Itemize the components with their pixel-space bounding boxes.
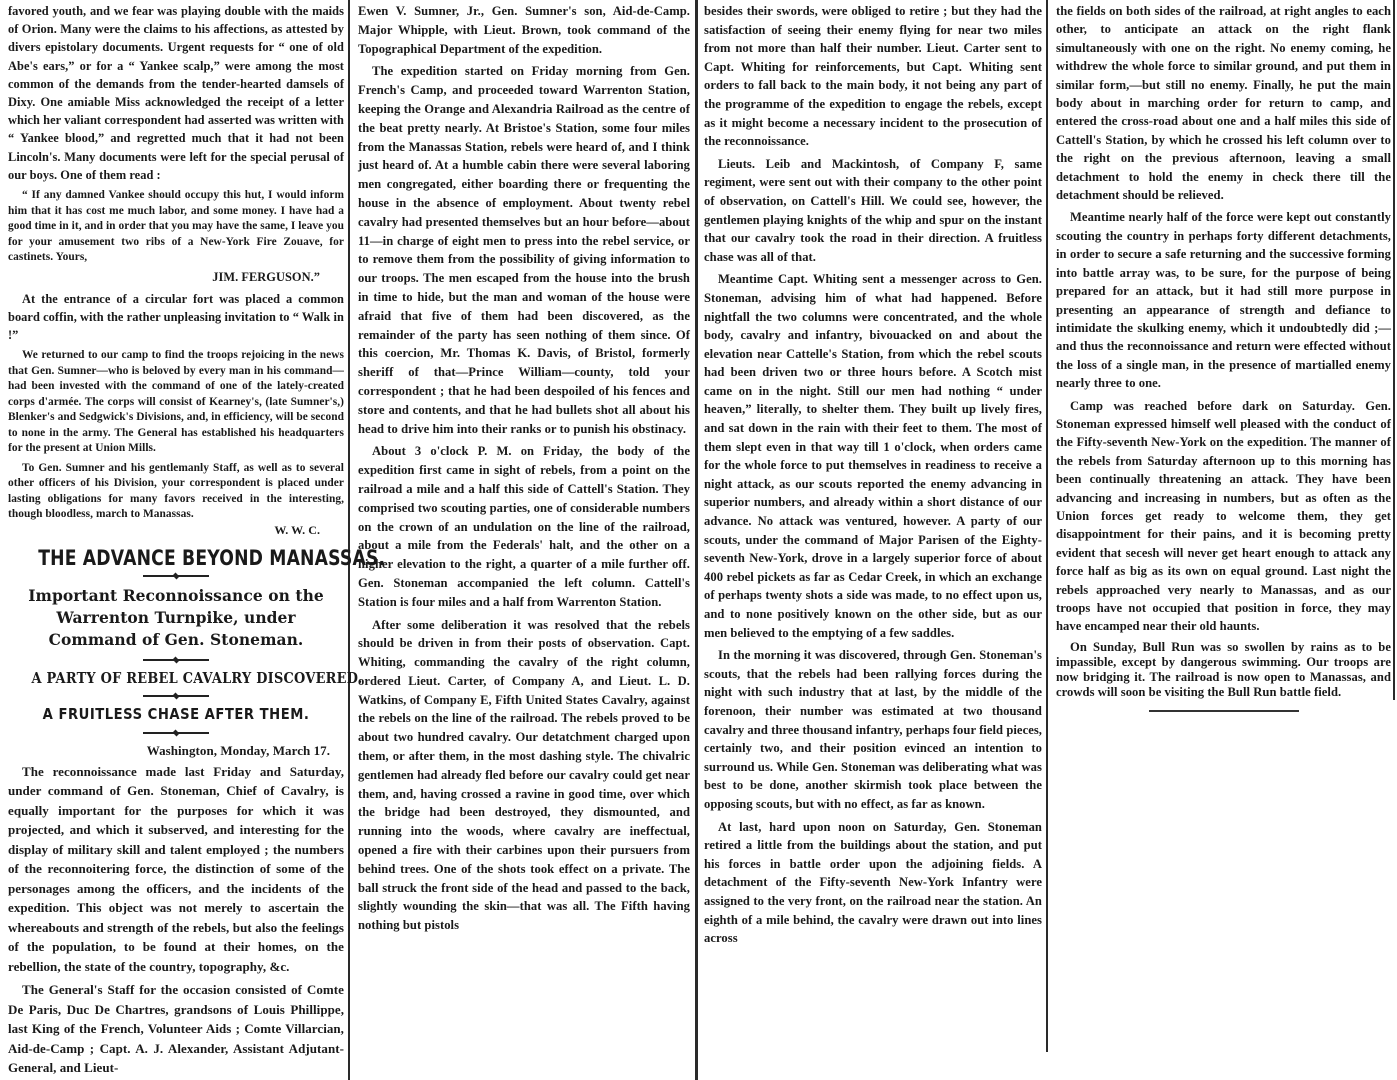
article-paragraph: the fields on both sides of the railroad, at right angles to each other, to anticipate an attack on the right flank simultaneously with one on the right. No enemy coming, he withdrew the whole force to similar ground, and put them in similar form,—but still no enemy. Finally, he put the main body about in marching order for return to camp, and entered the cross-road about one and a half miles this side of Cattell's Station, by which he crossed his left column over to the right on the previous afternoon, leaving a small detachment to hold the enemy in check there till the detachment should be relieved. bbox=[1056, 4, 1391, 203]
ornamental-dash bbox=[143, 575, 209, 577]
article-headline: THE ADVANCE BEYOND MANASSAS. bbox=[38, 546, 386, 571]
ornamental-dash bbox=[143, 659, 209, 661]
article-subheadline: Important Reconnoissance on the Warrenton Turnpike, under Command of Gen. Stoneman. bbox=[28, 586, 324, 650]
article-deck: A PARTY OF REBEL CAVALRY DISCOVERED. bbox=[31, 669, 363, 688]
letter-signature: JIM. FERGUSON.” bbox=[212, 269, 320, 284]
newspaper-column-2 bbox=[350, 0, 696, 1080]
article-paragraph: besides their swords, were obliged to retire ; but they had the satisfaction of seeing their enemy flying for near two miles from not more than half their number. Lieut. Carter sent to Capt. Whiting for reinforcements, but Capt. Whiting sent orders to fall back to the main body, it not being any part of the programme of the expedition to engage the rebels, except as it might become a necessary incident to the prosecution of the reconnoissance. bbox=[704, 4, 1042, 149]
article-paragraph: To Gen. Sumner and his gentlemanly Staff, as well as to several other officers of his Division, your correspondent is placed under lasting obligations for many favors received in the interesting, though bloodless, march to Manassas. bbox=[8, 461, 344, 521]
article-paragraph: In the morning it was discovered, through Gen. Stoneman's scouts, that the rebels had been rallying forces during the night with such industry that at last, by the middle of the forenoon, their number was estimated at two thousand cavalry and three thousand infantry, perhaps four field pieces, certainly two, and their position evinced an intention to surround us. While Gen. Stoneman was deliberating what was best to be done, another skirmish took place between the opposing scouts, but with no effect, as far as known. bbox=[704, 648, 1042, 811]
ornamental-dash bbox=[143, 732, 209, 734]
article-paragraph: The General's Staff for the occasion consisted of Comte De Paris, Duc De Chartres, grandsons of Louis Phillippe, last King of the French, Volunteer Aids ; Comte Villarcian, Aid-de-Camp ; Capt. A. J. Alexander, Assistant Adjutant-General, and Lieut- bbox=[8, 982, 344, 1076]
correspondent-signoff: W. W. C. bbox=[274, 522, 320, 537]
article-paragraph: Camp was reached before dark on Saturday. Gen. Stoneman expressed himself well pleased with the conduct of the Fifty-seventh New-York on the expedition. The manner of the rebels from Saturday afternoon up to this morning has been continually threatening an attack. They have been advancing and increasing in numbers, but as often as the Union forces get ready to welcome them, they get disappointment for their pains, and it is becoming pretty evident that secesh will never get heart enough to attack any force half as big as its own on equal ground. Last night the rebels approached very nearly to Manassas, and as our troops have not occupied that position in force, they may have encamped near their old haunts. bbox=[1056, 398, 1391, 634]
ornamental-dash bbox=[143, 695, 209, 697]
article-paragraph: At last, hard upon noon on Saturday, Gen. Stoneman retired a little from the buildings about the station, and put his forces in battle order upon the adjoining fields. A detachment of the Fifty-seventh New-York Infantry were assigned to the very front, on the railroad near the station. An eighth of a mile behind, the cavalry were drawn out into lines across bbox=[704, 819, 1042, 946]
newspaper-column-3 bbox=[696, 0, 1048, 1052]
newspaper-column-4 bbox=[1048, 0, 1397, 700]
article-paragraph: We returned to our camp to find the troops rejoicing in the news that Gen. Sumner—who is beloved by every man in his command—had been invested with the command of one of the lately-created corps d'armée. The corps will consist of Kearney's, (late Sumner's,) Blenker's and Sedgwick's Divisions, and, in efficiency, will be second to none in the army. The General has established his headquarters for the present at Union Mills. bbox=[8, 349, 344, 455]
article-end-rule bbox=[1149, 710, 1299, 712]
article-paragraph: The expedition started on Friday morning from Gen. French's Camp, and proceeded toward Warrenton Station, keeping the Orange and Alexandria Railroad as the centre of the beat pretty nearly. At Bristoe's Station, some four miles from the Manassas Station, rebels were heard of, and I think just heard of. At a humble cabin there were several laboring men congregated, either boarding there or frequenting the house in the absence of employment. About twenty rebel cavalry had presented themselves but an hour before—about 11—in charge of eight men to press into the rebel service, or to remove them from the possibility of giving information to our troops. The men escaped from the house into the brush in time to hide, but the man and woman of the house were afraid that five of them had been discovered, as the remainder of the party has seen nothing of them since. Of this coercion, Mr. Thomas K. Davis, of Bristol, formerly sheriff of that—Prince William—county, told your correspondent ; that he had been despoiled of his fences and store and contents, and that he had bullets shot all about his head to drive him into their ranks or to punish his obstinacy. bbox=[358, 64, 690, 436]
article-paragraph: After some deliberation it was resolved that the rebels should be driven in from their posts of observation. Capt. Whiting, commanding the cavalry of the right column, ordered Lieut. Carter, of Company A, and Lieut. L. D. Watkins, of Company E, Fifth United States Cavalry, against the rebels on the line of the railroad. The rebels proved to be about two hundred cavalry. Our detatchment charged upon them, or after them, in the most dashing style. The chivalric gentlemen had already fled before our cavalry could get near them, and, having crossed a ravine in good time, over which the bridge had been destroyed, they dismounted, and running into the woods, where cavalry are ineffectual, opened a fire with their carbines upon their pursuers from behind trees. One of the shots took effect on a private. The ball struck the front side of the head and passed to the back, slightly wounding the skin—that was all. The Fifth having nothing but pistols bbox=[358, 617, 690, 933]
article-paragraph: The reconnoissance made last Friday and Saturday, under command of Gen. Stoneman, Chief of Cavalry, is equally important for the purposes for which it was projected, and which it subserved, and interesting for the display of military skill and talent employed ; the numbers of the reconnoitering force, the distinction of some of the personages among the officers, and the incidents of the expedition. This object was not merely to ascertain the whereabouts and strength of the rebels, but also the feelings of the population, to be found at their homes, on the rebellion, the state of the country, topography, &c. bbox=[8, 763, 344, 974]
article-paragraph: Meantime nearly half of the force were kept out constantly scouting the country in perhaps forty different detachments, in order to secure a safe returning and the successive forming into battle array was, to be sure, for the purpose of being prepared for an attack, but it had still more purpose in presenting an appearance of strength and defiance to intimidate the skulking enemy, which it undoubtedly did ;—and thus the reconnoissance and return were effected without the loss of a single man, in the presence of martialled enemy nearly three to one. bbox=[1056, 210, 1391, 391]
dateline: Washington, Monday, March 17. bbox=[146, 742, 330, 758]
article-paragraph: On Sunday, Bull Run was so swollen by rains as to be impassible, except by dangerous swimming. Our troops are now bridging it. The railroad is now open to Manassas, and crowds will soon be visiting the Bull Run battle field. bbox=[1056, 639, 1391, 699]
article-paragraph: Lieuts. Leib and Mackintosh, of Company F, same regiment, were sent out with their company to the other point of observation, on Cattell's Hill. We could see, however, the gentlemen playing knights of the whip and spur on the instant that our cavalry took the road in their direction. A fruitless chase was all of that. bbox=[704, 156, 1042, 264]
article-paragraph: favored youth, and we fear was playing double with the maids of Orion. Many were the claims to his affections, as attested by divers epistolary documents. Urgent requests for “ one of old Abe's ears,” or for a “ Yankee scalp,” were among the most common of the demands from the tender-hearted damsels of Dixy. One amiable Miss acknowledged the receipt of a letter which her valiant correspondent had asserted was written with “ Yankee blood,” and regretted much that it had not been Lincoln's. Many documents were left for the special perusal of our boys. One of them read : bbox=[8, 4, 344, 182]
article-paragraph: At the entrance of a circular fort was placed a common board coffin, with the rather unpleasing invitation to “ Walk in !” bbox=[8, 291, 344, 343]
article-paragraph: Meantime Capt. Whiting sent a messenger across to Gen. Stoneman, advising him of what had happened. Before nightfall the two columns were concentrated, and the whole body, cavalry and infantry, bivouacked on and about the elevation near Cattelle's Station, from which the rebel scouts had been driven two or three hours before. A Scotch mist came on in the night. Still our men had nothing “ under heaven,” literally, to shelter them. They built up lively fires, and sat down in the rain with their feet to them. The most of them slept even in that way till 1 o'clock, when orders came for the whole force to put themselves in readiness to receive a night attack, as our scouts reported the enemy advancing in superior numbers, and already within a short distance of our advance. No attack was ventured, however. A party of our scouts, under the command of Major Parisen of the Eighty-seventh New-York, drove in a largely superior force of about 400 rebel pickets as far as Cedar Creek, in which an exchange of perhaps twenty shots a side was made, to no effect upon us, and to none positively known on the other side, but as our men believed to the emptying of a few saddles. bbox=[704, 272, 1042, 640]
newspaper-column-1 bbox=[0, 0, 386, 1080]
quoted-letter: “ If any damned Vankee should occupy this hut, I would inform him that it has cost me much labor, and some money. I have had a good time in it, and in order that you may have the same, I leave you for your amusement two ribs of a New-York Fire Zouave, for castinets. Yours, bbox=[8, 189, 344, 264]
article-deck: A FRUITLESS CHASE AFTER THEM. bbox=[42, 705, 310, 724]
article-paragraph: Ewen V. Sumner, Jr., Gen. Sumner's son, Aid-de-Camp. Major Whipple, with Lieut. Brown, took command of the Topographical Department of the expedition. bbox=[358, 4, 690, 56]
article-paragraph: About 3 o'clock P. M. on Friday, the body of the expedition first came in sight of rebels, from a point on the railroad a mile and a half this side of Cattell's Station. They comprised two scouting parties, one of considerable numbers on the crown of an undulation on the line of the railroad, about a mile from the Federals' halt, and the other on a higher elevation to the right, a quarter of a mile further off. Gen. Stoneman accompanied the left column. Cattell's Station is four miles and a half from Warrenton Station. bbox=[358, 444, 690, 609]
